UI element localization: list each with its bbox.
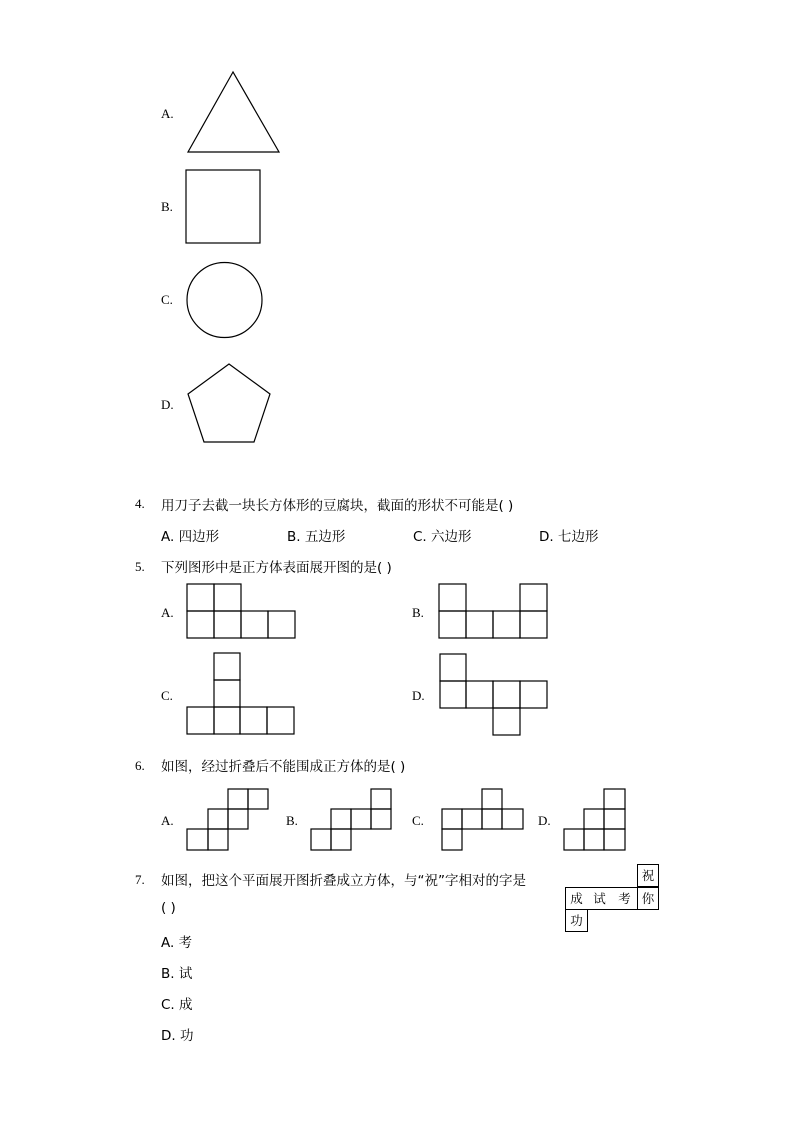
q6-option-b-label: B. — [286, 813, 298, 828]
q7-choice-b[interactable]: B. 试 — [161, 966, 193, 982]
q4-choice-a[interactable]: A. 四边形 — [161, 529, 220, 545]
q4-choice-b[interactable]: B. 五边形 — [287, 529, 346, 545]
q4-choice-c[interactable]: C. 六边形 — [413, 529, 472, 545]
q7-text-line2: ( ) — [161, 900, 176, 916]
q5-option-a-label: A. — [161, 605, 174, 620]
q6-option-d-label: D. — [538, 813, 551, 828]
q6-number: 6. — [135, 758, 145, 773]
q6-text: 如图，经过折叠后不能围成正方体的是( ) — [161, 759, 406, 775]
q4-text: 用刀子去截一块长方体形的豆腐块，截面的形状不可能是( ) — [161, 498, 514, 514]
q5-text: 下列图形中是正方体表面展开图的是( ) — [161, 560, 392, 576]
q7-number: 7. — [135, 872, 145, 887]
q4-number: 4. — [135, 496, 145, 511]
q7-net-cell-zhu: 祝 — [637, 864, 659, 887]
q5-option-b-label: B. — [412, 605, 424, 620]
q7-net-cell-ni: 你 — [637, 887, 659, 910]
q5-option-d-label: D. — [412, 688, 425, 703]
q3-option-a-label: A. — [161, 106, 174, 121]
q7-net-cell-shi: 试 — [587, 887, 613, 910]
q3-option-c-label: C. — [161, 292, 173, 307]
q5-number: 5. — [135, 559, 145, 574]
q6-option-a-label: A. — [161, 813, 174, 828]
q7-choice-c[interactable]: C. 成 — [161, 997, 193, 1013]
q7-net-cell-kao: 考 — [612, 887, 638, 910]
q6-option-c-label: C. — [412, 813, 424, 828]
q7-net-cell-gong: 功 — [565, 909, 588, 932]
q3-option-b-label: B. — [161, 199, 173, 214]
q4-choice-d[interactable]: D. 七边形 — [539, 529, 599, 545]
q3-option-d-label: D. — [161, 397, 174, 412]
q7-choice-d[interactable]: D. 功 — [161, 1028, 194, 1044]
q7-choice-a[interactable]: A. 考 — [161, 935, 193, 951]
q5-option-c-label: C. — [161, 688, 173, 703]
q7-text-line1: 如图，把这个平面展开图折叠成立方体，与“祝”字相对的字是 — [161, 873, 526, 889]
q7-net-cell-cheng: 成 — [565, 887, 588, 910]
